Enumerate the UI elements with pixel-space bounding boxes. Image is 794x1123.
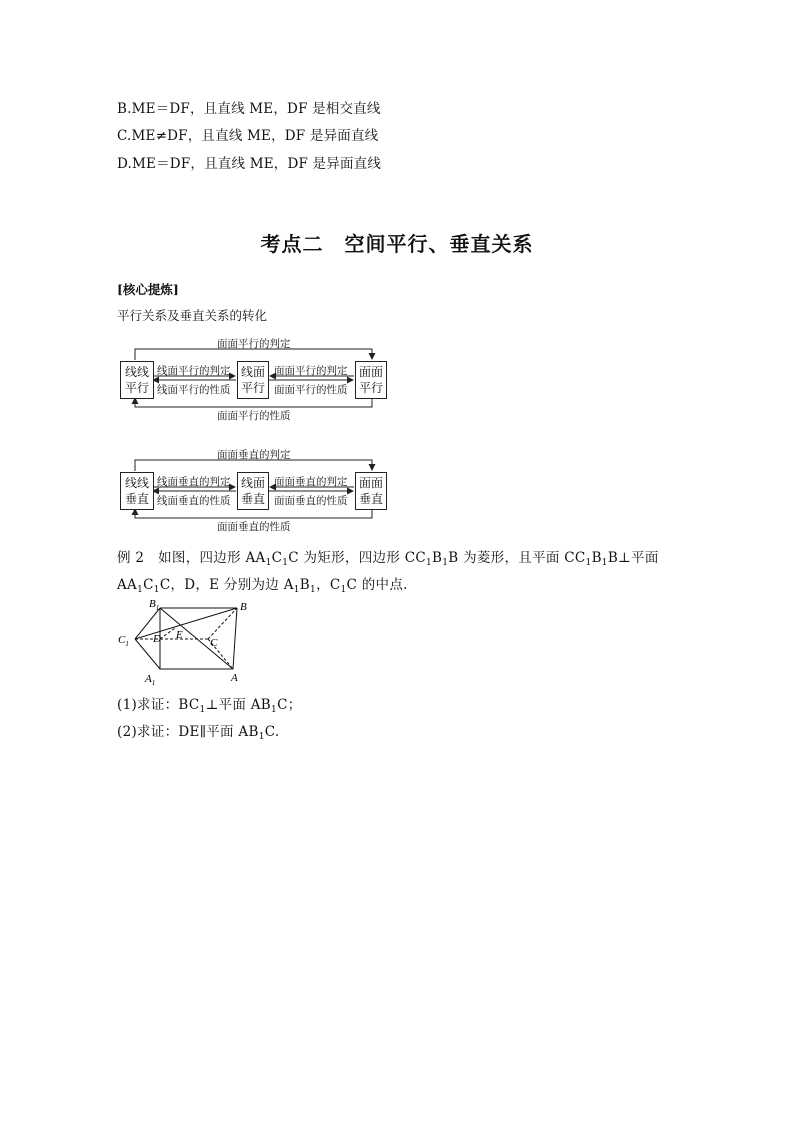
example-line-1: [117, 546, 659, 568]
box-line-plane-perpendicular: 线面 垂直: [237, 472, 269, 510]
question-text: (1)求证：BC: [117, 697, 200, 713]
example-text: B: [432, 550, 443, 566]
example-text: ，C: [316, 577, 341, 593]
box-plane-plane-parallel: 面面 平行: [355, 361, 387, 399]
subscript: 1: [442, 558, 449, 568]
subscript: 1: [258, 732, 265, 742]
parallel-bottom-arc-label: 面面平行的性质: [217, 410, 291, 422]
parallel-12-forward-label: 线面平行的判定: [157, 365, 231, 377]
label-d: D: [153, 633, 161, 645]
subheading: 平行关系及垂直关系的转化: [117, 308, 268, 323]
example-label: 例 2: [117, 550, 145, 566]
subscript: 1: [340, 585, 347, 595]
question-2: [117, 720, 279, 742]
example-text: C 的中点.: [346, 577, 408, 593]
example-line-2: [117, 573, 408, 595]
example-text: C 为矩形，四边形 CC: [288, 550, 426, 566]
example-text: B⊥平面: [607, 550, 659, 566]
question-1: [117, 693, 302, 715]
label-b: B: [240, 601, 247, 613]
parallel-top-arc-label: 面面平行的判定: [217, 338, 291, 350]
example-text: 如图，四边形 AA: [158, 550, 266, 566]
subscript: 1: [137, 585, 144, 595]
option-b: B.ME＝DF，且直线 ME，DF 是相交直线: [117, 101, 381, 117]
label-c1: $C_1$: [118, 634, 129, 648]
perpendicular-bottom-arc-label: 面面垂直的性质: [217, 521, 291, 533]
subscript: 1: [199, 705, 206, 715]
perpendicular-23-forward-label: 面面垂直的性质: [274, 495, 348, 507]
perpendicular-12-forward-label: 线面垂直的判定: [157, 476, 231, 488]
label-a1: $A_1$: [145, 673, 156, 686]
box-line-plane-parallel: 线面 平行: [237, 361, 269, 399]
label-c: C: [210, 637, 218, 649]
edge-b-a: [233, 608, 237, 669]
subscript: 1: [293, 585, 300, 595]
core-heading: [核心提炼]: [117, 282, 179, 297]
subscript: 1: [153, 585, 160, 595]
example-text: C，D，E 分别为边 A: [159, 577, 294, 593]
example-text: B 为菱形，且平面 CC: [448, 550, 586, 566]
subscript: 1: [282, 558, 289, 568]
question-text: ⊥平面 AB: [205, 697, 272, 713]
section-title: 考点二 空间平行、垂直关系: [260, 232, 534, 256]
subscript: 1: [601, 558, 608, 568]
box-line-line-perpendicular: 线线 垂直: [120, 472, 154, 510]
label-e: E: [176, 629, 183, 641]
label-b1: $B_1$: [149, 598, 160, 612]
subscript: 1: [265, 558, 272, 568]
parallel-23-back-label: 面面平行的判定: [274, 365, 348, 377]
label-a: A: [231, 672, 238, 684]
edge-c1-b: [135, 608, 237, 639]
box-plane-plane-perpendicular: 面面 垂直: [355, 472, 387, 510]
subscript: 1: [310, 585, 317, 595]
parallel-23-forward-label: 面面平行的性质: [274, 384, 348, 396]
example-text: C: [271, 550, 283, 566]
question-text: C.: [264, 724, 280, 740]
subscript: 1: [585, 558, 592, 568]
parallel-12-back-label: 线面平行的性质: [157, 384, 231, 396]
option-d: D.ME＝DF，且直线 ME，DF 是异面直线: [117, 156, 382, 172]
perpendicular-12-back-label: 线面垂直的性质: [157, 495, 231, 507]
box-line-line-parallel: 线线 平行: [120, 361, 154, 399]
option-c: C.ME≠DF，且直线 ME，DF 是异面直线: [117, 128, 379, 144]
example-text: B: [591, 550, 602, 566]
perpendicular-top-arc-label: 面面垂直的判定: [217, 449, 291, 461]
example-text: C: [143, 577, 154, 593]
prism-figure: [113, 596, 263, 686]
subscript: 1: [425, 558, 432, 568]
edge-d-e: [160, 628, 175, 639]
question-text: (2)求证：DE∥平面 AB: [117, 724, 259, 740]
example-text: AA: [117, 577, 138, 593]
question-text: C；: [277, 697, 302, 713]
subscript: 1: [271, 705, 278, 715]
example-text: B: [299, 577, 311, 593]
perpendicular-23-back-label: 面面垂直的判定: [274, 476, 348, 488]
